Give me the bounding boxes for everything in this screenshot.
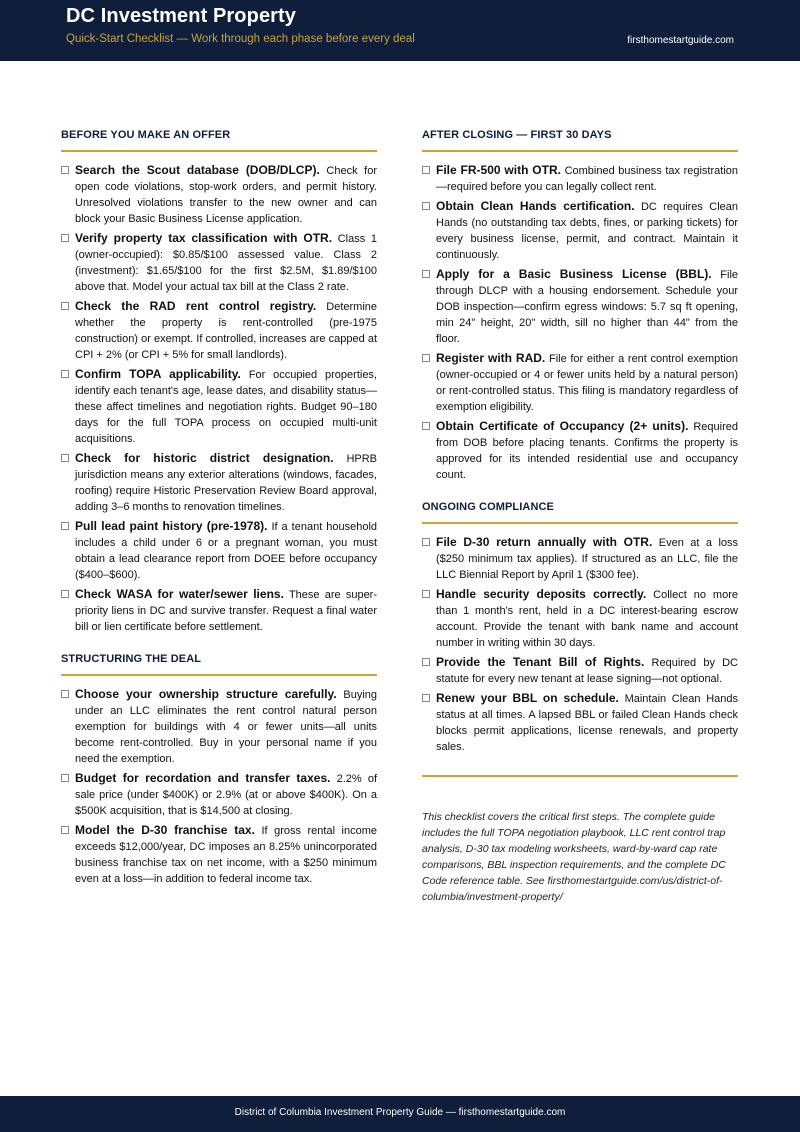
item-text: Class 1 (owner-occupied): $0.85/$100 assessed value. Class 2 (investment): $1.65/$100 for the first $2.5M, $1.89/$100 above that. Model your actual tax bill at the Class 2 rate. [75,233,377,293]
checklist-structuring [61,686,377,887]
item-heading: Check for historic district designation. [75,451,334,465]
checklist-item [61,366,377,447]
checklist-before-offer [61,162,377,635]
item-text: File for either a rent control exemption (owner-occupied or 4 or fewer units held by a natural person) or rent-controlled status. This filing is mandatory regardless of exemption eligibility. [436,353,738,413]
item-heading: Register with RAD. [436,351,546,365]
item-heading: Handle security deposits correctly. [436,587,647,601]
checklist-item [422,350,738,415]
checklist-item [61,162,377,227]
item-text: Collect no more than 1 month's rent, held in a DC interest-bearing escrow account. Provide the tenant with bank name and account number in writing within 30 days. [436,589,738,649]
left-column [61,128,377,890]
item-heading: Check WASA for water/sewer liens. [75,587,284,601]
checklist-item [61,586,377,635]
checklist-item [422,198,738,263]
checkbox[interactable] [422,658,430,666]
section-title-structuring: STRUCTURING THE DEAL [61,652,377,676]
item-text: DC requires Clean Hands (no outstanding tax debts, fines, or parking tickets) for every business license, permit, and contract. Maintain it continuously. [436,201,739,261]
checkbox[interactable] [61,590,69,598]
checkbox[interactable] [61,454,69,462]
checkbox[interactable] [422,538,430,546]
item-heading: File D-30 return annually with OTR. [436,535,653,549]
checklist-ongoing [422,534,738,755]
item-heading: Obtain Certificate of Occupancy (2+ units). [436,419,689,433]
checkbox[interactable] [422,694,430,702]
section-title-ongoing: ONGOING COMPLIANCE [422,500,738,524]
item-text: Required by DC statute for every new tenant at lease signing—not optional. [436,657,738,685]
checkbox[interactable] [61,302,69,310]
checklist-item [61,298,377,363]
closing-note: This checklist covers the critical first steps. The complete guide includes the full TOPA negotiation playbook, LLC rent control trap analysis, D-30 tax modeling worksheets, ward-by-ward cap rate comparisons, BBL inspection requirements, and the complete DC Code reference table. See firsthomestartguide.com/us/district-of-columbia/investment-property/ [422,811,726,903]
page-title: DC Investment Property [66,5,297,27]
checklist-item [61,518,377,583]
checklist-item [61,450,377,515]
checklist-item [422,418,738,483]
item-text: Check for open code violations, stop-work orders, and permit history. Unresolved violations transfer to the new owner and can block your Basic Business License application. [75,165,378,225]
item-heading: Choose your ownership structure carefully. [75,687,337,701]
checklist-item [61,770,377,819]
checkbox[interactable] [61,690,69,698]
site-link[interactable]: firsthomestartguide.com [627,35,734,46]
checklist-item [422,690,738,755]
item-text: Determine whether the property is rent-controlled (pre-1975 construction) or exempt. If controlled, increases are capped at CPI + 2% (or CPI + 5% for small landlords). [75,301,378,361]
item-heading: Confirm TOPA applicability. [75,367,241,381]
section-title-after-closing: AFTER CLOSING — FIRST 30 DAYS [422,128,738,152]
checkbox[interactable] [61,166,69,174]
item-text: Maintain Clean Hands status at all times. A lapsed BBL or failed Clean Hands check blocks permit applications, license renewals, and property sales. [436,693,738,753]
checkbox[interactable] [422,590,430,598]
checkbox[interactable] [61,234,69,242]
item-heading: Pull lead paint history (pre-1978). [75,519,268,533]
item-text: Required from DOB before placing tenants. Confirms the property is approved for its intended residential use and occupancy count. [436,421,738,481]
item-text: HPRB jurisdiction means any exterior alterations (windows, facades, roofing) require Historic Preservation Review Board approval, adding 3–6 months to renovation timelines. [75,453,377,513]
page-header [0,0,800,61]
item-heading: Verify property tax classification with OTR. [75,231,333,245]
checklist-item [422,266,738,347]
checklist-item [422,534,738,583]
checkbox[interactable] [61,370,69,378]
item-text: 2.2% of sale price (under $400K) or 2.9% (at or above $400K). On a $500K acquisition, that is $14,500 at closing. [75,773,377,817]
item-text: Combined business tax registration—required before you can legally collect rent. [436,165,739,193]
item-text: Even at a loss ($250 minimum tax applies). If structured as an LLC, file the LLC Biennial Report by April 1 ($300 fee). [436,537,739,581]
item-heading: Obtain Clean Hands certification. [436,199,635,213]
checkbox[interactable] [422,270,430,278]
section-title-before-offer: BEFORE YOU MAKE AN OFFER [61,128,377,152]
page-subtitle: Quick-Start Checklist — Work through each phase before every deal [66,33,415,45]
item-heading: Search the Scout database (DOB/DLCP). [75,163,320,177]
checkbox[interactable] [422,354,430,362]
item-heading: Apply for a Basic Business License (BBL). [436,267,712,281]
checklist-item [422,586,738,651]
right-column [422,128,738,905]
checkbox[interactable] [422,202,430,210]
item-text: Buying under an LLC eliminates the rent control natural person exemption for buildings with 4 or fewer units—all units become rent-controlled. Buy in your personal name if you need the exemption. [75,689,377,765]
checklist-item [422,654,738,687]
item-heading: Renew your BBL on schedule. [436,691,619,705]
item-text: For occupied properties, identify each tenant's age, lease dates, and disability status—these affect timelines and negotiation rights. Budget 90–180 days for the full TOPA process on occupied multi-unit acquisitions. [75,369,377,445]
checklist-item [61,230,377,295]
item-heading: Model the D-30 franchise tax. [75,823,255,837]
item-heading: Check the RAD rent control registry. [75,299,317,313]
checkbox[interactable] [422,166,430,174]
checkbox[interactable] [422,422,430,430]
checklist-item [422,162,738,195]
checklist-after-closing [422,162,738,483]
item-text: These are super-priority liens in DC and survive transfer. Request a final water bill or lien certificate before settlement. [75,589,378,633]
item-heading: File FR-500 with OTR. [436,163,561,177]
checklist-item [61,822,377,887]
item-heading: Budget for recordation and transfer taxes. [75,771,331,785]
item-text: File through DLCP with a housing endorsement. Schedule your DOB inspection—confirm egress windows: 5.7 sq ft opening, min 24" height, 20" width, sill no higher than 44" from the floor. [436,269,739,345]
checkbox[interactable] [61,826,69,834]
item-text: If a tenant household includes a child under 6 or a pregnant woman, you must obtain a lead clearance report from DOEE before occupancy ($400–$600). [75,521,378,581]
item-heading: Provide the Tenant Bill of Rights. [436,655,645,669]
checkbox[interactable] [61,774,69,782]
checkbox[interactable] [61,522,69,530]
divider [422,775,738,777]
page-footer: District of Columbia Investment Property Guide — firsthomestartguide.com [0,1096,800,1132]
checklist-item [61,686,377,767]
item-text: If gross rental income exceeds $12,000/year, DC imposes an 8.25% unincorporated business franchise tax on net income, with a $250 minimum even at a loss—in addition to federal income tax. [75,825,378,885]
